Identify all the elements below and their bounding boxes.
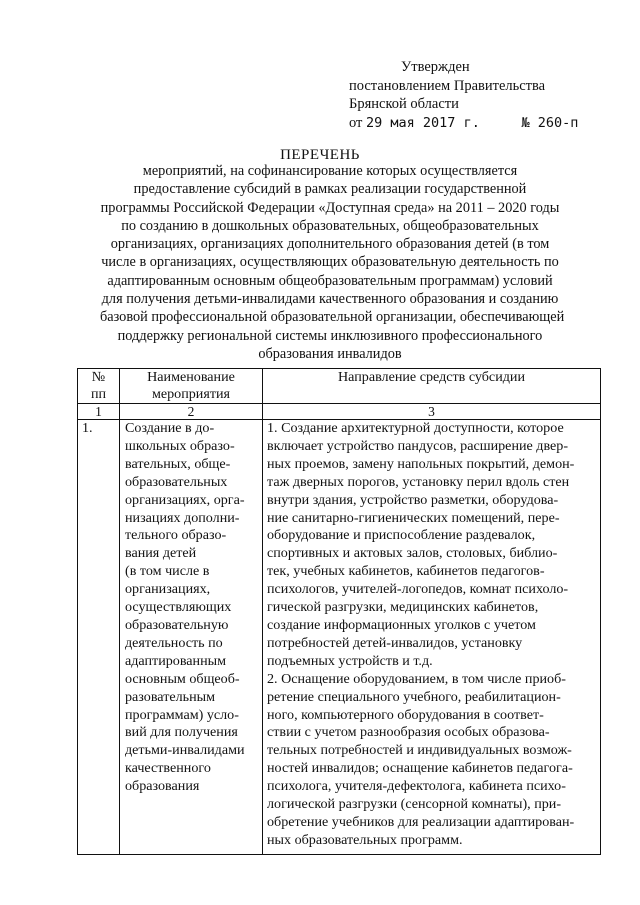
column-number: 1: [78, 404, 120, 420]
activity-name-line: осуществляющих: [125, 599, 232, 616]
direction-line: внутри здания, устройство разметки, оборудова-: [267, 491, 559, 508]
direction-line: потребностей детей-инвалидов, установку: [267, 634, 523, 651]
document-description: [100, 162, 565, 363]
direction-line: 2. Оснащение оборудованием, в том числе приоб-: [267, 670, 566, 687]
direction-line: создание информационных уголков с учетом: [267, 616, 536, 633]
header-direction: Направление средств субсидии: [263, 369, 601, 404]
activity-name-line: образования: [125, 778, 200, 795]
row-number: 1.: [78, 420, 120, 855]
column-number: 3: [263, 404, 601, 420]
document-title: ПЕРЕЧЕНЬ: [280, 147, 360, 163]
direction-line: подъемных устройств и т.д.: [267, 652, 433, 669]
description-line: по созданию в дошкольных образовательных, общеобразовательных: [121, 217, 539, 234]
direction-line: 1. Создание архитектурной доступности, которое: [267, 420, 564, 436]
direction-line: ных проемов, замену напольных покрытий, демон-: [267, 455, 575, 472]
activity-name-line: основным общеоб-: [125, 670, 240, 687]
direction-line: тек, учебных кабинетов, кабинетов педагогов-: [267, 563, 545, 580]
description-line: программы Российской Федерации «Доступная среда» на 2011 – 2020 годы: [100, 199, 560, 216]
direction-line: гической разгрузки, медицинских кабинетов,: [267, 599, 539, 616]
activity-name-line: разовательным: [125, 688, 215, 705]
header-number-line: пп: [90, 385, 107, 402]
activity-name-line: (в том числе в: [125, 563, 210, 580]
activity-name-line: образовательных: [125, 473, 228, 490]
description-line: адаптированным основным общеобразовательным программам) условий: [107, 272, 553, 289]
activity-name-line: деятельность по: [125, 634, 223, 651]
activity-name-line: Создание в до-: [125, 420, 215, 436]
activity-name-line: низациях дополни-: [125, 509, 240, 526]
approval-block: [349, 58, 609, 132]
direction-line: ного, компьютерного оборудования в соответ-: [267, 706, 544, 723]
approval-date: 29 мая 2017 г.: [366, 114, 480, 131]
activity-name-line: тельного образо-: [125, 527, 227, 544]
approval-line-1: Утвержден: [401, 59, 470, 75]
direction-line: ствии с учетом разнообразия особых образова-: [267, 724, 550, 741]
table-header-row: [78, 369, 601, 404]
activity-name-line: программам) усло-: [125, 706, 239, 723]
description-line: мероприятий, на софинансирование которых осуществляется: [142, 163, 518, 179]
direction-line: тельных потребностей и индивидуальных возмож-: [267, 742, 572, 759]
header-number: [78, 369, 120, 404]
direction-line: включает устройство пандусов, расширение двер-: [267, 437, 569, 454]
header-activity-line: Наименование: [147, 369, 235, 385]
direction-line: психолога, учителя-дефектолога, кабинета психо-: [267, 778, 566, 795]
direction-line: спортивных и актовых залов, столовых, библио-: [267, 545, 558, 562]
approval-date-line: [349, 114, 609, 133]
column-number: 2: [120, 404, 263, 420]
direction-line: обретение учебников для реализации адаптирован-: [267, 813, 575, 830]
header-number-line: №: [91, 369, 106, 385]
activity-name-line: вательных, обще-: [125, 455, 231, 472]
description-line: предоставление субсидий в рамках реализации государственной: [133, 181, 527, 198]
subsidy-table: [77, 368, 601, 855]
direction-line: оборудование и приспособление раздевалок,: [267, 527, 536, 544]
direction-line: психологов, учителей-логопедов, комнат психоло-: [267, 581, 569, 598]
activity-name-line: образовательную: [125, 616, 229, 633]
header-activity-name: [120, 369, 263, 404]
activity-name-line: адаптированным: [125, 652, 227, 669]
direction-line: таж дверных порогов, установку перил вдоль стен: [267, 473, 570, 490]
direction-line: логической разгрузки (сенсорной комнаты), при-: [267, 796, 562, 813]
activity-name-line: детьми-инвалидами: [125, 742, 245, 759]
description-line: организациях, организациях дополнительного образования детей (в том: [110, 236, 550, 253]
header-activity-line: мероприятия: [151, 385, 231, 402]
approval-date-prefix: от: [349, 114, 363, 131]
row-direction: [263, 420, 601, 855]
activity-name-line: организациях, орга-: [125, 491, 245, 508]
column-number-row: [78, 404, 601, 420]
description-line: поддержку региональной системы инклюзивного профессионального: [117, 327, 543, 344]
approval-line-2: постановлением Правительства: [349, 77, 546, 94]
activity-name-line: качественного: [125, 760, 211, 777]
activity-name-line: школьных образо-: [125, 437, 235, 454]
activity-name-line: вий для получения: [125, 724, 238, 741]
direction-line: ретение специального учебного, реабилитацион-: [267, 688, 561, 705]
row-activity-name: [120, 420, 263, 855]
table-row: [78, 420, 601, 855]
description-line: числе в организациях, осуществляющих образовательную деятельность по: [101, 254, 559, 271]
approval-line-3: Брянской области: [349, 96, 459, 112]
approval-number: № 260-п: [521, 114, 579, 131]
activity-name-line: организациях,: [125, 581, 211, 598]
direction-line: ние санитарно-гигиенических помещений, пере-: [267, 509, 560, 526]
direction-line: ностей инвалидов; оснащение кабинетов педагога-: [267, 760, 573, 777]
description-line: для получения детьми-инвалидами качественного образования и созданию: [101, 291, 559, 308]
description-line: базовой профессиональной образовательной организации, обеспечивающей: [100, 309, 565, 326]
direction-line: ных образовательных программ.: [267, 831, 463, 848]
description-line: образования инвалидов: [258, 345, 402, 362]
activity-name-line: вания детей: [125, 545, 197, 562]
